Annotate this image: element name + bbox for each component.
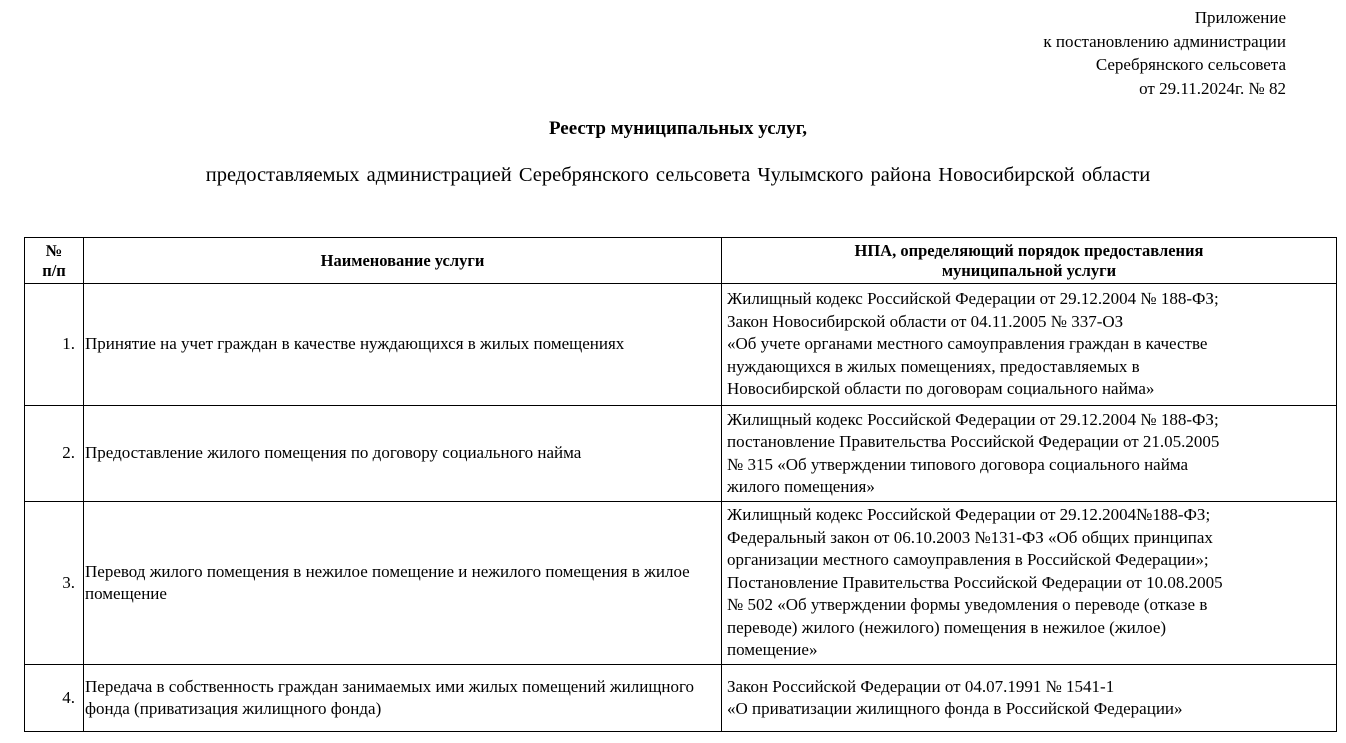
header-legal-act-line: муниципальной услуги (941, 260, 1117, 280)
annex-line: к постановлению администрации (1043, 31, 1286, 51)
annex-line: Приложение (1194, 8, 1286, 27)
legal-act-line: Закон Российской Федерации от 04.07.1991 № 1541-1 (727, 676, 1115, 696)
header-legal-act-line: НПА, определяющий порядок предоставления (854, 240, 1204, 260)
legal-act-line: переводе) жилого (нежилого) помещения в нежилое (жилое) (727, 617, 1167, 637)
annex-line: Серебрянского сельсовета (1095, 55, 1286, 74)
document-subtitle: предоставляемых администрацией Серебрянского сельсовета Чулымского района Новосибирской области (205, 164, 1151, 186)
legal-act-line: Новосибирской области по договорам социального найма» (727, 379, 1155, 399)
legal-act-line: «Об учете органами местного самоуправления граждан в качестве (727, 334, 1208, 354)
legal-act (722, 502, 1337, 665)
service-name: Предоставление жилого помещения по договору социального найма (84, 406, 722, 502)
legal-act-line: Жилищный кодекс Российской Федерации от 29.12.2004 № 188-ФЗ; (727, 289, 1219, 309)
service-name: Передача в собственность граждан занимаемых ими жилых помещений жилищного фонда (приватизация жилищного фонда) (84, 665, 722, 732)
legal-act-line: «О приватизации жилищного фонда в Российской Федерации» (727, 699, 1183, 718)
legal-act-line: Постановление Правительства Российской Федерации от 10.08.2005 (727, 572, 1223, 592)
row-number: 4. (25, 665, 84, 732)
header-number (25, 238, 84, 284)
row-number: 3. (25, 502, 84, 665)
annex-header (1043, 6, 1286, 100)
service-name: Перевод жилого помещения в нежилое помещение и нежилого помещения в жилое помещение (84, 502, 722, 665)
legal-act-line: Закон Новосибирской области от 04.11.2005 № 337-ОЗ (727, 311, 1124, 331)
legal-act-line: организации местного самоуправления в Российской Федерации»; (727, 550, 1209, 570)
legal-act-line: Жилищный кодекс Российской Федерации от 29.12.2004 № 188-ФЗ; (727, 409, 1219, 429)
legal-act (722, 665, 1337, 732)
row-number: 1. (25, 284, 84, 406)
table-header-row (25, 238, 1337, 284)
legal-act-line: № 502 «Об утверждении формы уведомления о переводе (отказе в (727, 595, 1208, 615)
header-legal-act (722, 238, 1337, 284)
legal-act-line: нуждающихся в жилых помещениях, предоставляемых в (727, 356, 1140, 376)
annex-line: от 29.11.2024г. № 82 (1139, 78, 1286, 98)
header-number-line: п/п (42, 260, 66, 280)
table-row (25, 502, 1337, 665)
document-title: Реестр муниципальных услуг, (548, 118, 808, 139)
legal-act-line: Федеральный закон от 06.10.2003 №131-ФЗ «Об общих принципах (727, 527, 1213, 547)
legal-act (722, 284, 1337, 406)
legal-act-line: помещение» (727, 640, 818, 660)
table-row (25, 406, 1337, 502)
table-row (25, 665, 1337, 732)
header-number-line: № (45, 240, 63, 260)
legal-act-line: постановление Правительства Российской Федерации от 21.05.2005 (727, 432, 1220, 451)
table-row (25, 284, 1337, 406)
service-name: Принятие на учет граждан в качестве нуждающихся в жилых помещениях (84, 284, 722, 406)
row-number: 2. (25, 406, 84, 502)
legal-act-line: Жилищный кодекс Российской Федерации от 29.12.2004№188-ФЗ; (727, 505, 1211, 525)
legal-act (722, 406, 1337, 502)
legal-act-line: жилого помещения» (727, 477, 875, 496)
header-service-name: Наименование услуги (84, 238, 722, 284)
legal-act-line: № 315 «Об утверждении типового договора социального найма (727, 454, 1189, 474)
services-registry-table (24, 237, 1337, 732)
